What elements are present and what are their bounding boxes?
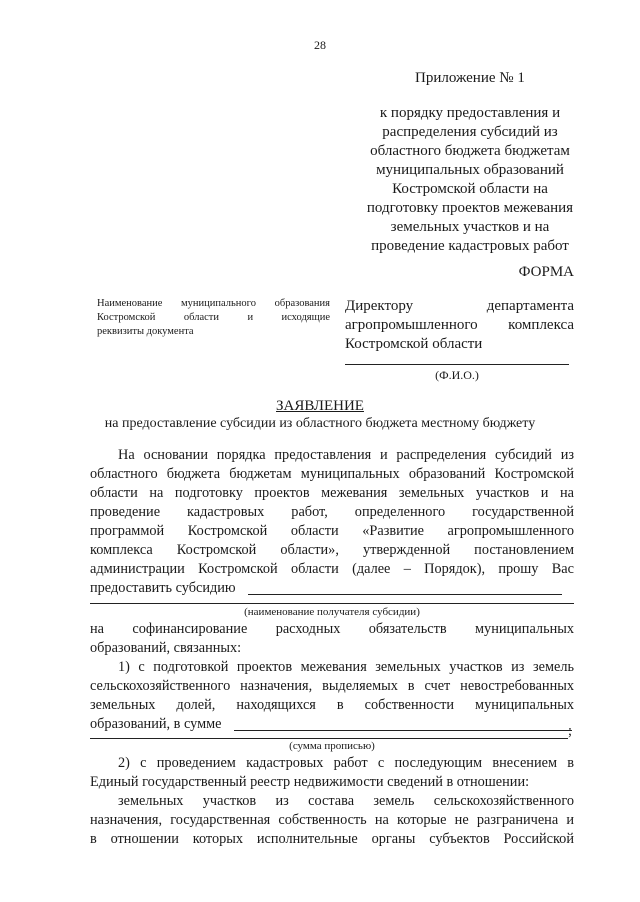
- appendix-line: подготовку проектов межевания: [366, 200, 574, 216]
- body-line: Единый государственный реестр недвижимости сведений в отношении:: [90, 774, 530, 790]
- fio-signature-line: [345, 364, 569, 365]
- appendix-line: проведение кадастровых работ: [371, 238, 569, 254]
- body-line: 1) с подготовкой проектов межевания земельных участков из земель: [118, 659, 574, 675]
- addressee-line: агропромышленного комплекса: [345, 317, 574, 333]
- body-line: На основании порядка предоставления и распределения субсидий из: [118, 447, 574, 463]
- form-label: ФОРМА: [518, 264, 574, 280]
- page-number: 28: [314, 38, 326, 52]
- body-line: 2) с проведением кадастровых работ с последующим внесением в: [118, 755, 574, 771]
- body-line: предоставить субсидию: [90, 580, 236, 596]
- document-title-text: ЗАЯВЛЕНИЕ: [276, 398, 364, 414]
- body-line: на софинансирование расходных обязательств муниципальных: [90, 621, 574, 637]
- body-line: областного бюджета бюджетам муниципальных образований Костромской: [90, 466, 574, 482]
- appendix-line: земельных участков и на: [390, 219, 550, 235]
- body-line: комплекса Костромской области», утвержденной постановлением: [90, 542, 574, 558]
- body-line: образований, в сумме: [90, 716, 222, 732]
- body-line: программой Костромской области «Развитие агропромышленного: [90, 523, 574, 539]
- appendix-line: к порядку предоставления и: [379, 105, 561, 121]
- body-line: в отношении которых исполнительные органы субъектов Российской: [90, 831, 574, 847]
- semicolon: ;: [568, 723, 572, 739]
- fio-caption: (Ф.И.О.): [435, 368, 479, 382]
- recipient-blank-line: [90, 603, 574, 604]
- sum-blank-line: [234, 730, 572, 731]
- document-subtitle: на предоставление субсидии из областного бюджета местному бюджету: [104, 416, 536, 431]
- appendix-line: распределения субсидий из: [382, 124, 558, 140]
- appendix-title: Приложение № 1: [415, 70, 525, 86]
- addressee-line: Костромской области: [345, 336, 483, 352]
- recipient-caption: (наименование получателя субсидии): [244, 606, 420, 618]
- body-line: земельных долей, находящихся в собственности муниципальных: [90, 697, 574, 713]
- document-title: [0, 398, 640, 415]
- addressee-line: Директору департамента: [345, 298, 574, 314]
- body-line: сельскохозяйственного назначения, выделяемых в счет невостребованных: [90, 678, 574, 694]
- body-line: области на подготовку проектов межевания земельных участков и на: [90, 485, 574, 501]
- appendix-line: областного бюджета бюджетам: [370, 143, 570, 159]
- appendix-line: Костромской области на: [392, 181, 548, 197]
- requisites-line: Костромской области и исходящие: [97, 312, 330, 323]
- body-line: проведение кадастровых работ, определенного государственной: [90, 504, 574, 520]
- appendix-line: муниципальных образований: [376, 162, 564, 178]
- body-line: земельных участков из состава земель сельскохозяйственного: [118, 793, 574, 809]
- subsidy-blank-line: [248, 594, 562, 595]
- sum-caption: (сумма прописью): [289, 740, 375, 752]
- body-line: администрации Костромской области (далее – Порядок), прошу Вас: [90, 561, 574, 577]
- body-line: назначения, государственная собственность на которые не разграничена и: [90, 812, 574, 828]
- addressee-block: [345, 297, 574, 354]
- sender-requisites: [97, 297, 330, 339]
- requisites-line: Наименование муниципального образования: [97, 298, 330, 309]
- body-line: образований, связанных:: [90, 640, 242, 656]
- sum-words-blank-line: [90, 738, 568, 739]
- appendix-description: [352, 104, 588, 256]
- requisites-line: реквизиты документа: [97, 326, 194, 337]
